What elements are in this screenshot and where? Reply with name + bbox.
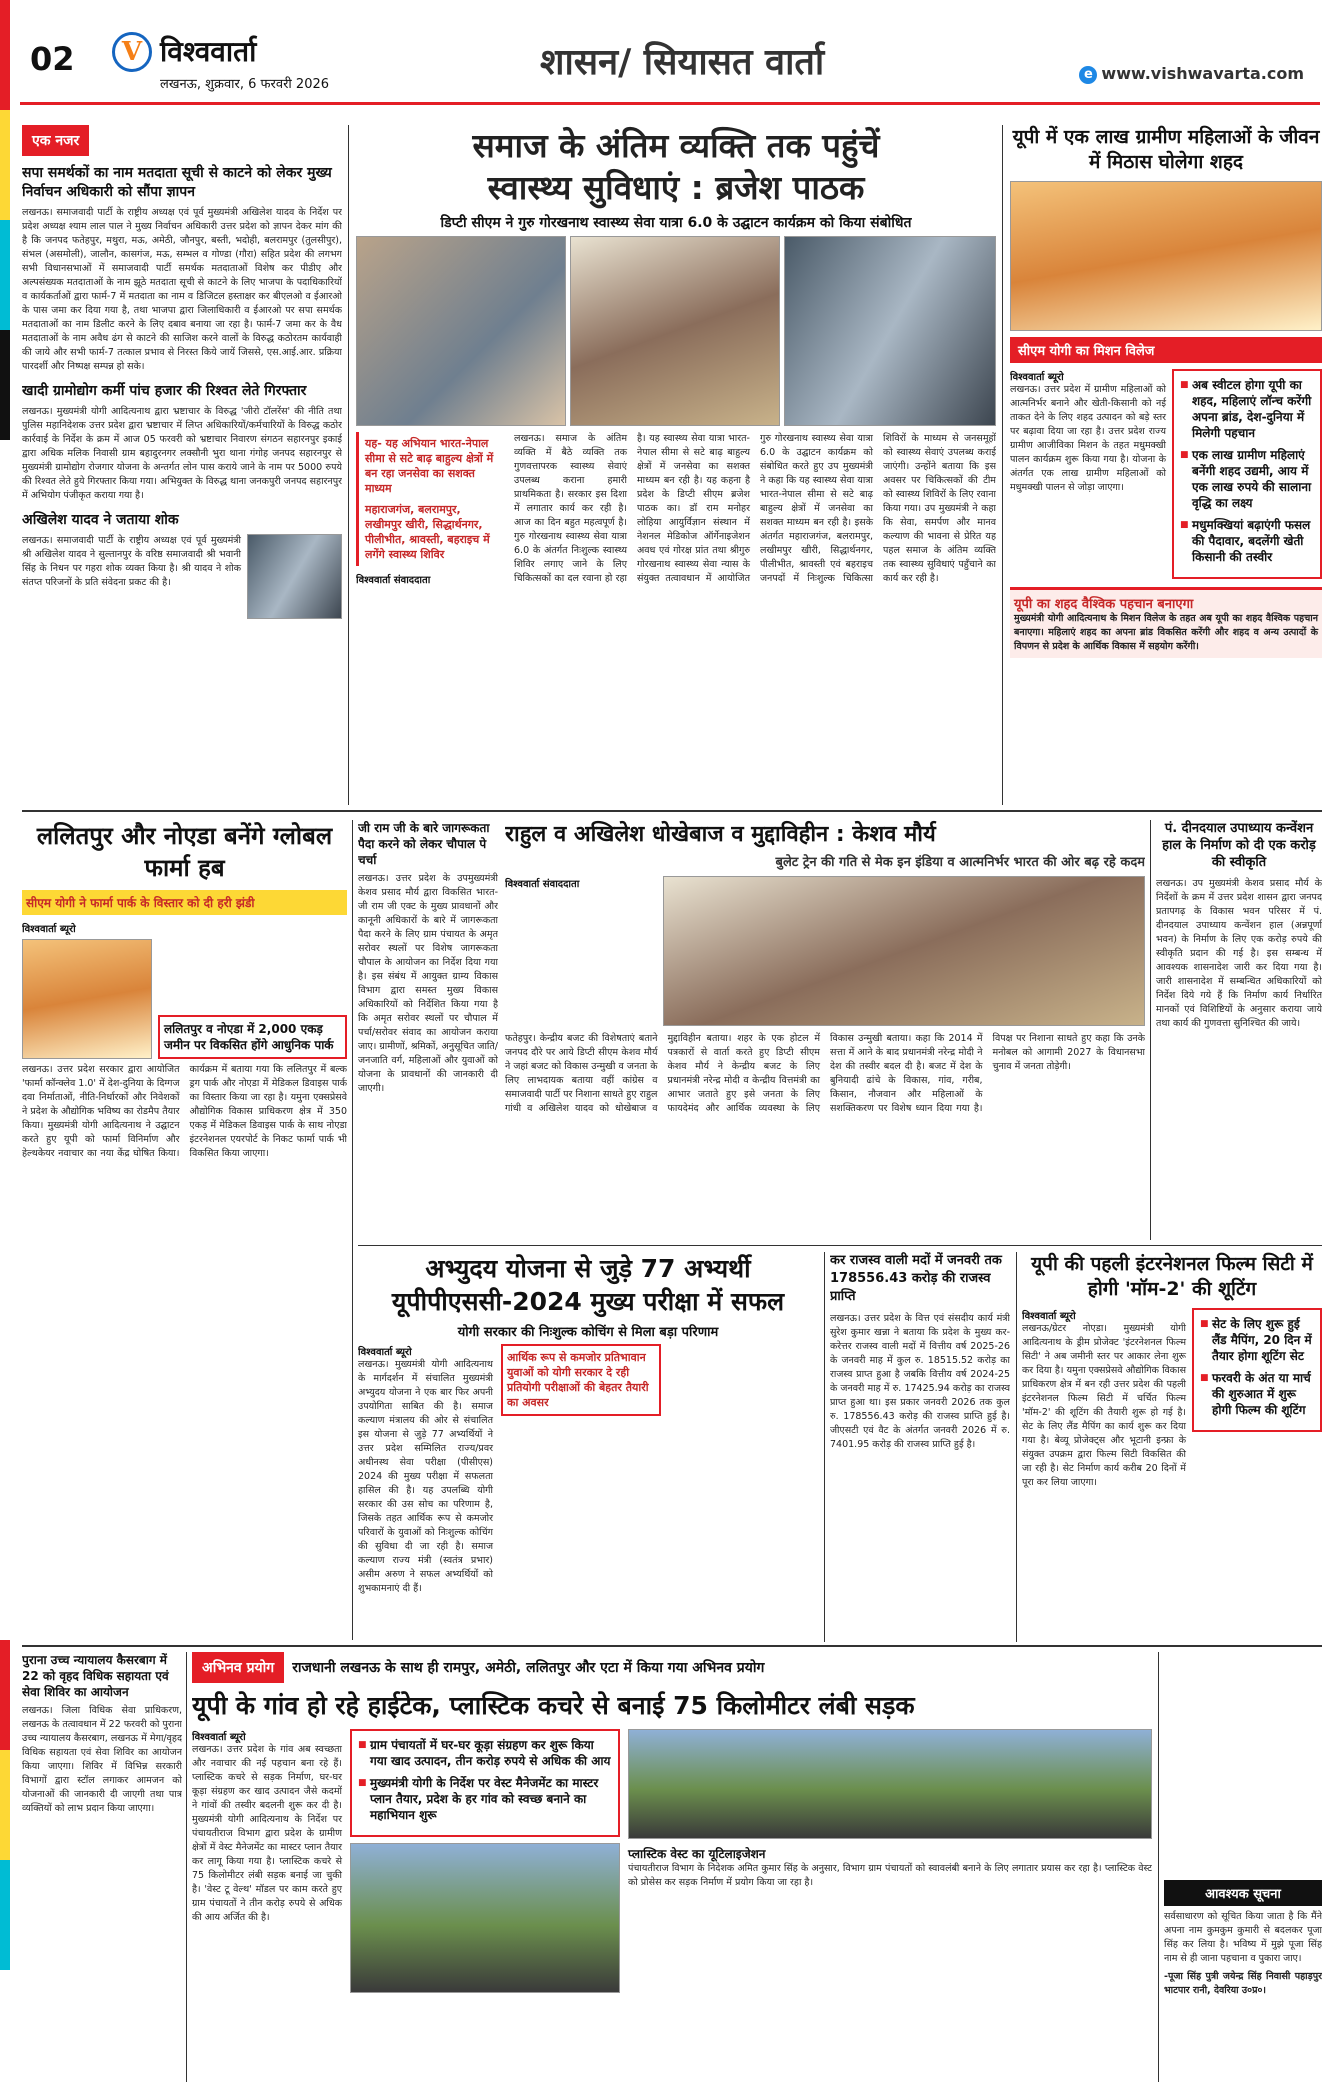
story3-body: लखनऊ। समाजवादी पार्टी के राष्ट्रीय अध्यक्ष एवं पूर्व मुख्यमंत्री श्री अखिलेश यादव ने सुल्तानपुर के वरिष्ठ समाजवादी श्री भवानी सिंह के निधन पर गहरा शोक व्यक्त किया है। श्री यादव ने शोक संतप्त परिजनों के प्रति संवेदना प्रकट की है। [22,535,241,588]
abhyuday-body: लखनऊ। मुख्यमंत्री योगी आदित्यनाथ के मार्गदर्शन में संचालित मुख्यमंत्री अभ्युदय योजना ने एक बार फिर अपनी उपयोगिता साबित की है। समाज कल्याण मंत्रालय की ओर से संचालित इस योजना से जुड़े 77 अभ्यर्थियों ने उत्तर प्रदेश सम्मिलित राज्य/प्रवर अधीनस्थ सेवा परीक्षा (पीसीएस) 2024 की मुख्य परीक्षा में सफलता हासिल की है। यह उपलब्धि योगी सरकार की उस सोच का परिणाम है, जिसके तहत आर्थिक रूप से कमजोर परिवारों के युवाओं को निःशुल्क कोचिंग की सुविधा दी जा रही है। समाज कल्याण राज्य मंत्री (स्वतंत्र प्रभार) असीम अरुण ने सफल अभ्यर्थियों को शुभकामनाएं दी हैं। [358,1359,493,1594]
column-rule-2 [1002,125,1003,805]
paper-logo-icon: V [112,32,152,72]
column-rule-5 [824,1252,825,1642]
road-bullet-1: ■ ग्राम पंचायतों में घर-घर कूड़ा संग्रहण कर शुरू किया गया खाद उत्पादन, तीन करोड़ रुपये से अधिक की आय [358,1737,612,1769]
story1-headline: सपा समर्थकों का नाम मतदाता सूची से काटने को लेकर मुख्य निर्वाचन अधिकारी को सौंपा ज्ञापन [22,165,332,200]
film-bullet-1: ■ सेट के लिए शुरू हुई लैंड मैपिंग, 20 दिन में तैयार होगा शूटिंग सेट [1200,1316,1314,1364]
page-number: 02 [30,40,75,78]
honey-bullets [1172,369,1322,579]
revenue-body: लखनऊ। उत्तर प्रदेश के वित्त एवं संसदीय कार्य मंत्री सुरेश कुमार खन्ना ने बताया कि प्रदेश के मुख्य कर-करेत्तर राजस्व वाली मदों में वित्तीय वर्ष 2025-26 के जनवरी माह में कुल रु. 18515.52 करोड़ का राजस्व प्राप्त हुआ है जबकि वित्तीय वर्ष 2024-25 के जनवरी माह में रु. 17425.94 करोड़ का राजस्व प्राप्त हुआ था। इस प्रकार जनवरी 2026 तक कुल रु. 178556.43 करोड़ की राजस्व प्राप्ति हुई है। जीएसटी एवं वैट के अंतर्गत जनवरी 2026 में रु. 7401.95 करोड़ की राजस्व प्राप्ति हुई है। [830,1313,1010,1450]
color-bar-black [0,330,10,440]
road-bullets [350,1729,620,1837]
abhyuday-headline-2: यूपीपीएससी-2024 मुख्य परीक्षा में सफल [391,1287,785,1316]
film-body: लखनऊ/ग्रेटर नोएडा। मुख्यमंत्री योगी आदित्यनाथ के ड्रीम प्रोजेक्ट 'इंटरनेशनल फिल्म सिटी' ने अब जमीनी स्तर पर आकार लेना शुरू कर दिया है। यमुना एक्सप्रेसवे औद्योगिक विकास प्राधिकरण क्षेत्र में बन रही उत्तर प्रदेश की पहली इंटरनेशनल फिल्म सिटी में चर्चित फिल्म 'मॉम-2' की शूटिंग की तैयारी शुरू हो गई है। सेट के लिए लैंड मैपिंग का कार्य शुरू कर दिया गया है। बेव्यू प्रोजेक्ट्स और भूटानी इन्फ्रा के संयुक्त उपक्रम द्वारा फिल्म सिटी विकसित की जा रही है। सेट निर्माण कार्य करीब 20 दिनों में पूरा कर लिया जाएगा। [1022,1323,1186,1488]
abhyuday-byline: विश्ववार्ता ब्यूरो [358,1347,412,1358]
section-rule [22,810,1322,812]
column-rule-8 [1158,1652,1159,2082]
color-bar-red-2 [0,1640,10,1750]
website-text: www.vishwavarta.com [1101,64,1304,83]
notice-box [1164,1880,1322,2080]
road-byline: विश्ववार्ता ब्यूरो [192,1732,246,1743]
honey-body: लखनऊ। उत्तर प्रदेश में ग्रामीण महिलाओं को आत्मनिर्भर बनाने और खेती-किसानी को नई ताकत देने के लिए शहद उत्पादन को बड़े स्तर पर बढ़ावा दिया जा रहा है। उत्तर प्रदेश राज्य ग्रामीण आजीविका मिशन के तहत मधुमक्खी पालन कार्यक्रम शुरू किया गया है। योजना के अंतर्गत एक लाख ग्रामीण महिलाओं को मधुमक्खी पालन से जोड़ा जाएगा। [1010,384,1166,493]
road-box-body: पंचायतीराज विभाग के निदेशक अमित कुमार सिंह के अनुसार, विभाग ग्राम पंचायतों को स्वावलंबी बनाने के लिए लगातार प्रयास कर रहा है। प्लास्टिक वेस्ट को प्रोसेस कर सड़क निर्माण में प्रयोग किया जा रहा है। [628,1863,1152,1888]
color-bar-red [0,0,10,110]
story2-body: लखनऊ। मुख्यमंत्री योगी आदित्यनाथ द्वारा भ्रष्टाचार के विरुद्ध 'जीरो टॉलरेंस' की नीति तथा पुलिस महानिदेशक उत्तर प्रदेश द्वारा भ्रष्टाचार में लिप्त अधिकारियों/कर्मचारियों के विरुद्ध कठोर कार्रवाई के निर्देश के क्रम में आज 05 फरवरी को भ्रष्टाचार निवारण संगठन सहारनपुर इकाई द्वारा अधिक मलिक निवासी ग्राम बहादुरनगर लक्सौनी भुरा थाना गंगोह जनपद सहारनपुर से मुख्यमंत्री ग्रामोद्योग रोजगार योजना के अन्तर्गत लोन पास कराये जाने के नाम पर 5000 रुपये की रिश्वत लेते हुये गिरफ्तार किया गया। अभियुक्त के विरुद्ध थाना जनकपुरी जनपद सहारनपुर में अभियोग पंजीकृत कराया गया है। [22,406,342,501]
honey-tag: सीएम योगी का मिशन विलेज [1010,337,1322,363]
lead-photos [356,236,996,426]
legal-body: लखनऊ। जिला विधिक सेवा प्राधिकरण, लखनऊ के तत्वावधान में 22 फरवरी को पुराना उच्च न्यायालय कैसरबाग, लखनऊ में मेगा/वृहद विधिक सहायता एवं सेवा शिविर का आयोजन किया जाएगा। शिविर में विभिन्न सरकारी विभागों द्वारा स्टॉल लगाकर आमजन को योजनाओं की जानकारी दी जाएगी तथा पात्र व्यक्तियों को लाभ प्रदान किया जाएगा। [22,1705,182,1814]
paper-name: विश्ववार्ता [160,35,257,68]
lead-byline: विश्ववार्ता संवाददाता [356,575,431,586]
honey-photo [1010,181,1322,331]
honey-story [1010,125,1322,805]
honey-bullet-1: ■ अब स्वीटल होगा यूपी का शहद, महिलाएं लॉन्च करेंगी अपना ब्रांड, देश-दुनिया में मिलेगी पहचान [1180,377,1314,441]
website-link[interactable] [1079,64,1304,84]
lead-story [356,125,996,805]
road-headline: यूपी के गांव हो रहे हाईटेक, प्लास्टिक कचरे से बनाई 75 किलोमीटर लंबी सड़क [192,1691,915,1720]
story1-body: लखनऊ। समाजवादी पार्टी के राष्ट्रीय अध्यक्ष एवं पूर्व मुख्यमंत्री अखिलेश यादव के निर्देश पर प्रदेश अध्यक्ष श्याम लाल पाल ने मुख्य निर्वाचन अधिकारी उत्तर प्रदेश को ज्ञापन देकर मांग की है कि जनपद फतेहपुर, मथुरा, मऊ, अमेठी, जौनपुर, बस्ती, भदोही, बलरामपुर (तुलसीपुर), संभल (असमोली), जालौन, कासगंज, मऊ, सम्भल व गोण्डा (गौरा) सहित प्रदेश की लगभग सभी विधानसभाओं में समाजवादी पार्टी समर्थक मतदाताओं विशेष कर पीडीए और अल्पसंख्यक मतदाताओं के नाम झूठे मतदाता सूची से काटने के लिए भाजपा के पदाधिकारियों व कार्यकर्ताओं द्वारा फार्म-7 में मतदाता का नाम व डिजिटल हस्ताक्षर कर बीएलओ व ईआरओ के पास जमा कर दिया गया है, तथा भाजपा द्वारा जिलाधिकारी व ईआरओ पर सपा समर्थक मतदाताओं का नाम डिलीट करने के लिए दबाव बनाया जा रहा है। फार्म-7 जमा कर के वैध मतदाताओं के नाम अवैध ढंग से काटने की साजिश करने वालों के विरुद्ध कठोरतम कार्यवाही की जाये और सभी फार्म-7 तत्काल प्रभाव से निरस्त किये जायें जिससे, एस.आई.आर. प्रक्रिया पारदर्शी और निष्पक्ष सम्पन्न हो सके। [22,207,342,372]
abhyuday-callout: आर्थिक रूप से कमजोर प्रतिभावान युवाओं को योगी सरकार दे रही प्रतियोगी परीक्षाओं की बेहतर तैयारी का अवसर [501,1344,661,1416]
revenue-headline: कर राजस्व वाली मदों में जनवरी तक 178556.43 करोड़ की राजस्व प्राप्ति [830,1253,1002,1304]
column-rule-7 [186,1652,187,2082]
road-kicker: राजधानी लखनऊ के साथ ही रामपुर, अमेठी, ललितपुर और एटा में किया गया अभिनव प्रयोग [292,1660,765,1676]
road-photo [350,1843,620,1993]
dindayal-body: लखनऊ। उप मुख्यमंत्री केशव प्रसाद मौर्य के निर्देशों के क्रम में उत्तर प्रदेश शासन द्वारा जनपद प्रतापगढ़ के विकास भवन परिसर में पं. दीनदयाल उपाध्याय कन्वेंशन हाल (अन्नपूर्णा भवन) के निर्माण के लिए एक करोड़ रुपये की स्वीकृति प्रदान की गई है। इस सम्बन्ध में आवश्यक शासनादेश जारी कर दिया गया है। जारी शासनादेश में सम्बन्धित अधिकारियों को निर्देश दिये गये हैं कि निर्माण कार्य निर्धारित मानकों एवं विशिष्टियों के अनुसार कराया जाये तथा कार्य की गुणवत्ता सुनिश्चित की जाये। [1156,878,1322,1029]
pharma-story [22,820,347,1640]
lead-bullets [356,432,506,566]
honey-headline: यूपी में एक लाख ग्रामीण महिलाओं के जीवन में मिठास घोलेगा शहद [1012,126,1320,173]
photo-ceremony [356,236,566,426]
pharma-subhead: सीएम योगी ने फार्मा पार्क के विस्तार को दी हरी झंडी [22,890,347,915]
abhyuday-headline-1: अभ्युदय योजना से जुड़े 77 अभ्यर्थी [425,1254,751,1283]
road-box-headline: प्लास्टिक वेस्ट का यूटिलाइजेशन [628,1847,766,1861]
chaupal-body: लखनऊ। उत्तर प्रदेश के उपमुख्यमंत्री केशव प्रसाद मौर्य द्वारा विकसित भारत-जी राम जी एक्ट के मुख्य प्रावधानों और कानूनी अधिकारों के बारे में जागरूकता पैदा करने के लिए ग्राम पंचायत के अमृत सरोवर स्थलों पर विशेष जागरूकता चौपाल के आयोजन का निर्देश दिया गया है। इस संबंध में आयुक्त ग्राम्य विकास विभाग द्वारा समस्त मुख्य विकास अधिकारियों को निर्देशित किया गया है कि अमृत सरोवर स्थलों पर चौपाल में पर्चा/सरोवर संवाद का आयोजन कराया जाए। ग्रामीणों, श्रमिकों, अनुसूचित जाति/जनजाति वर्ग, महिलाओं और युवाओं को योजना के प्रावधानों की जानकारी दी जाएगी। [358,873,498,1094]
keshav-subhead: बुलेट ट्रेन की गति से मेक इन इंडिया व आत्मनिर्भर भारत की ओर बढ़ रहे कदम [775,855,1145,870]
honey-byline: विश्ववार्ता ब्यूरो [1010,372,1064,383]
honey-box-headline: यूपी का शहद वैश्विक पहचान बनाएगा [1014,597,1194,612]
pharma-headline: ललितपुर और नोएडा बनेंगे ग्लोबल फार्मा हब [36,822,333,882]
abhyuday-story [358,1252,818,1642]
honey-bullet-2: ■ एक लाख ग्रामीण महिलाएं बनेंगी शहद उद्यमी, आय में एक लाख रुपये की सालाना वृद्धि का लक्ष्य [1180,447,1314,511]
lead-bullet-2: महाराजगंज, बलरामपुर, लखीमपुर खीरी, सिद्धार्थनगर, पीलीभीत, श्रावस्ती, बहराइच में लगेंगे स्वास्थ्य शिविर [365,503,490,561]
photo-buses [784,236,996,426]
lead-bullet-1: यह- यह अभियान भारत-नेपाल सीमा से सटे बाढ़ बाहुल्य क्षेत्रों में बन रहा जनसेवा का सशक्त माध्यम [365,437,494,495]
masthead [20,0,1320,105]
keshav-body: फतेहपुर। केन्द्रीय बजट की विशेषताएं बताने जनपद दौरे पर आये डिप्टी सीएम केशव मौर्य ने जहां बजट को विकास उन्मुखी व जनता के लिए लाभदायक बताया वहीं कांग्रेस व समाजवादी पार्टी पर निशाना साधते हुए राहुल गांधी व अखिलेश यादव को धोखेबाज व मुद्दाविहीन बताया। शहर के एक होटल में पत्रकारों से वार्ता करते हुए डिप्टी सीएम केशव मौर्य ने केन्द्रीय बजट के लिए प्रधानमंत्री नरेन्द्र मोदी व केन्द्रीय वित्तमंत्री का आभार जताते हुए इसे जनता के लिए फायदेमंद और आर्थिक व्यवस्था के लिए विकास उन्मुखी बताया। कहा कि 2014 में सत्ता में आने के बाद प्रधानमंत्री नरेन्द्र मोदी ने देश की तस्वीर बदल दी है। बजट में देश के बुनियादी ढांचे के विकास, गांव, गरीब, किसान, नौजवान और महिलाओं के सशक्तिकरण पर विशेष ध्यान दिया गया है। विपक्ष पर निशाना साधते हुए कहा कि उनके मनोबल को आगामी 2027 के विधानसभा चुनाव में जनता तोड़ेगी। [505,1033,1145,1114]
pharma-body: लखनऊ। उत्तर प्रदेश सरकार द्वारा आयोजित 'फार्मा कॉन्क्लेव 1.0' में देश-दुनिया के दिग्गज दवा निर्माताओं, नीति-निर्धारकों और निवेशकों ने प्रदेश के औद्योगिक भविष्य का रोडमैप तैयार किया। मुख्यमंत्री योगी आदित्यनाथ ने उद्घाटन करते हुए यूपी को फार्मा विनिर्माण और हेल्थकेयर नवाचार का नया केंद्र घोषित किया। कार्यक्रम में बताया गया कि ललितपुर में बल्क ड्रग पार्क और नोएडा में मेडिकल डिवाइस पार्क का विस्तार किया जा रहा है। यमुना एक्सप्रेसवे औद्योगिक विकास प्राधिकरण क्षेत्र में 350 एकड़ में मेडिकल डिवाइस पार्क के साथ नोएडा इंटरनेशनल एयरपोर्ट के निकट फार्मा पार्क भी विकसित किया जाएगा। [22,1064,347,1159]
legal-story [22,1652,182,2082]
road-photo-2 [628,1729,1152,1839]
column-rule-3 [352,820,353,1640]
column-rule-4 [1150,820,1151,1240]
chaupal-headline: जी राम जी के बारे जागरूकता पैदा करने को लेकर चौपाल पे चर्चा [358,821,490,867]
color-bar-cyan-2 [0,1860,10,1970]
section-title: शासन/ सियासत वार्ता [540,42,825,83]
keshav-photo [663,876,1145,1026]
ek-nazar-column [22,125,342,805]
dateline: लखनऊ, शुक्रवार, 6 फरवरी 2026 [160,77,330,92]
film-bullets [1192,1308,1322,1432]
film-bullet-2: ■ फरवरी के अंत या मार्च की शुरुआत में शुरू होगी फिल्म की शूटिंग [1200,1370,1314,1418]
lead-headline-line1: समाज के अंतिम व्यक्ति तक पहुंचें [472,126,880,165]
honey-box-body: मुख्यमंत्री योगी आदित्यनाथ के मिशन विलेज के तहत अब यूपी का शहद वैश्विक पहचान बनाएगा। महिलाएं शहद का अपना ब्रांड विकसित करेंगी और शहद व अन्य उत्पादों के विपणन से प्रदेश के आर्थिक विकास में सहयोग करेंगी। [1014,613,1318,652]
notice-headline: आवश्यक सूचना [1164,1880,1322,1906]
notice-body: सर्वसाधारण को सूचित किया जाता है कि मैंने अपना नाम कुमकुम कुमारी से बदलकर पूजा सिंह कर लिया है। भविष्य में मुझे पूजा सिंह नाम से ही जाना पहचाना व पुकारा जाए। [1164,1911,1322,1964]
color-bar-cyan [0,220,10,330]
lead-subhead: डिप्टी सीएम ने गुरु गोरखनाथ स्वास्थ्य सेवा यात्रा 6.0 के उद्घाटन कार्यक्रम को किया संबोधित [440,215,912,231]
revenue-story [830,1252,1010,1642]
globe-icon: e [1079,66,1097,84]
column-rule-6 [1016,1252,1017,1642]
story3-headline: अखिलेश यादव ने जताया शोक [22,512,179,528]
section-rule-3 [22,1645,1322,1647]
akhilesh-photo [247,534,342,619]
keshav-byline: विश्ववार्ता संवाददाता [505,879,580,890]
abhyuday-subhead: योगी सरकार की निःशुल्क कोचिंग से मिला बड़ा परिणाम [457,1325,719,1340]
dindayal-story [1156,820,1322,1240]
story2-headline: खादी ग्रामोद्योग कर्मी पांच हजार की रिश्वत लेते गिरफ्तार [22,383,307,399]
dindayal-headline: पं. दीनदयाल उपाध्याय कन्वेंशन हाल के निर्माण को दी एक करोड़ की स्वीकृति [1162,821,1316,870]
pharma-callout: ललितपुर व नोएडा में 2,000 एकड़ जमीन पर विकसित होंगे आधुनिक पार्क [158,1015,347,1059]
keshav-headline: राहुल व अखिलेश धोखेबाज व मुद्दाविहीन : केशव मौर्य [505,822,936,847]
film-headline: यूपी की पहली इंटरनेशनल फिल्म सिटी में होगी 'मॉम-2' की शूटिंग [1031,1253,1313,1300]
lead-headline-line2: स्वास्थ्य सुविधाएं : ब्रजेश पाठक [487,168,865,207]
pharma-byline: विश्ववार्ता ब्यूरो [22,924,76,935]
road-bullet-2: ■ मुख्यमंत्री योगी के निर्देश पर वेस्ट मैनेजमेंट का मास्टर प्लान तैयार, प्रदेश के हर गांव को स्वच्छ बनाने का महाभियान शुरू [358,1775,612,1823]
chaupal-story [358,820,498,1240]
film-byline: विश्ववार्ता ब्यूरो [1022,1311,1076,1322]
keshav-story [505,820,1145,1240]
column-rule [348,125,349,805]
honey-bullet-3: ■ मधुमक्खियां बढ़ाएंगी फसल की पैदावार, बदलेंगी खेती किसानी की तस्वीर [1180,517,1314,565]
ek-nazar-tag: एक नजर [22,125,89,156]
section-rule-2 [358,1245,1322,1246]
color-bar-yellow-2 [0,1750,10,1860]
yogi-photo [22,939,152,1059]
notice-signature: -पूजा सिंह पुत्री जयेन्द्र सिंह निवासी पहाड़पुर भाटपार रानी, देवरिया उ०प्र०। [1164,1971,1322,1996]
legal-headline: पुराना उच्च न्यायालय कैसरबाग में 22 को वृहद विधिक सहायता एवं सेवा शिविर का आयोजन [22,1653,169,1699]
lead-body: लखनऊ। समाज के अंतिम व्यक्ति में बैठे व्यक्ति तक गुणवत्तापरक स्वास्थ्य सेवाएं उपलब्ध कराना हमारी प्राथमिकता है। सरकार इस दिशा में लगातार कार्य कर रही है। आज का दिन बहुत महत्वपूर्ण है। गुरु गोरखनाथ स्वास्थ्य सेवा यात्रा 6.0 के अंतर्गत निःशुल्क स्वास्थ्य शिविर लगाए जाने के लिए चिकित्सकों का दल रवाना हो रहा है। यह स्वास्थ्य सेवा यात्रा भारत-नेपाल सीमा से सटे बाढ़ बाहुल्य क्षेत्रों में जनसेवा का सशक्त माध्यम बन रही है। यह कहना है प्रदेश के डिप्टी सीएम ब्रजेश पाठक का। डॉ राम मनोहर लोहिया आयुर्विज्ञान संस्थान में नेशनल मेडिकोज ऑर्गेनाइजेशन अवध एवं गोरक्ष प्रांत तथा श्रीगुरु गोरखनाथ स्वास्थ्य सेवा न्यास के संयुक्त तत्वावधान में आयोजित गुरु गोरखनाथ स्वास्थ्य सेवा यात्रा 6.0 के उद्घाटन कार्यक्रम को संबोधित करते हुए उप मुख्यमंत्री ने कहा कि यह स्वास्थ्य सेवा यात्रा भारत-नेपाल सीमा से सटे बाढ़ बाहुल्य क्षेत्रों में जनसेवा का सशक्त माध्यम बन रही है। इसके अंतर्गत महाराजगंज, बलरामपुर, लखीमपुर खीरी, सिद्धार्थनगर, पीलीभीत, श्रावस्ती एवं बहराइच जनपदों में निःशुल्क चिकित्सा शिविरों के माध्यम से जनसमूहों को स्वास्थ्य सेवाएं उपलब्ध कराई जाएंगी। उन्होंने बताया कि इस अवसर पर चिकित्सकों की टीम को स्वास्थ्य शिविरों के लिए रवाना किया गया। उप मुख्यमंत्री ने कहा कि सेवा, समर्पण और मानव कल्याण की भावना से प्रेरित यह पहल समाज के अंतिम व्यक्ति तक स्वास्थ्य सुविधाएं पहुँचाने का कार्य कर रही है। [514,433,996,584]
photo-lamp-lighting [570,236,780,426]
road-story [192,1652,1152,2082]
color-bar-yellow [0,110,10,220]
film-story [1022,1252,1322,1642]
road-body: लखनऊ। उत्तर प्रदेश के गांव अब स्वच्छता और नवाचार की नई पहचान बना रहे हैं। प्लास्टिक कचरे से सड़क निर्माण, घर-घर कूड़ा संग्रहण कर खाद उत्पादन जैसे कदमों ने गांवों की तस्वीर बदलनी शुरू कर दी है। मुख्यमंत्री योगी आदित्यनाथ के निर्देश पर पंचायतीराज विभाग द्वारा प्रदेश के ग्रामीण क्षेत्रों में वेस्ट मैनेजमेंट का मास्टर प्लान तैयार कर लागू किया गया है। प्लास्टिक कचरे से 75 किलोमीटर लंबी सड़क बनाई जा चुकी है। 'वेस्ट टू वेल्थ' मॉडल पर काम करते हुए ग्राम पंचायतों ने तीन करोड़ रुपये से अधिक की आय अर्जित की है। [192,1744,342,1923]
road-tag: अभिनव प्रयोग [192,1652,284,1683]
